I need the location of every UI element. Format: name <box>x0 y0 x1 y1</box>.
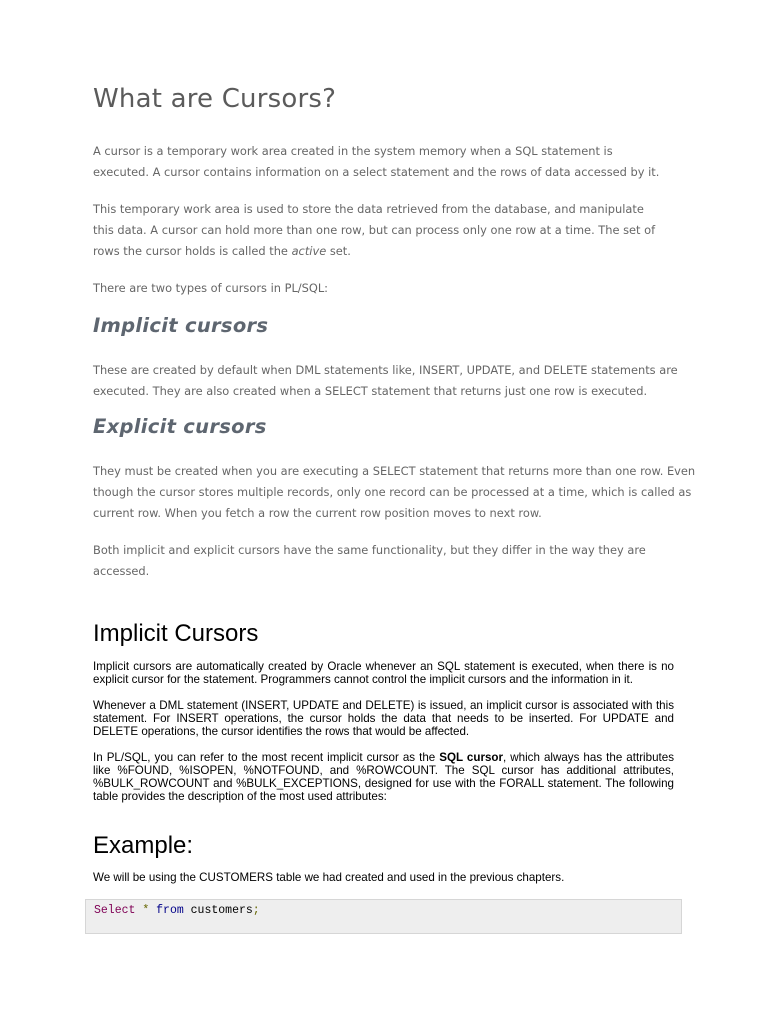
example-text: We will be using the CUSTOMERS table we had created and used in the previous chapters. <box>93 871 565 884</box>
implicit-paragraph-2: Whenever a DML statement (INSERT, UPDATE and DELETE) is issued, an implicit cursor is associated with this statement. For INSERT operations, the cursor holds the data that needs to be inserted. For UPDATE and DELETE operations, the cursor identifies the rows that would be affected. <box>93 699 674 738</box>
explicit-description <box>93 461 695 524</box>
comparison-line1: Both implicit and explicit cursors have the same functionality, but they differ in the way they are <box>93 543 646 557</box>
intro-paragraph-1 <box>93 141 659 183</box>
page-title: What are Cursors? <box>93 84 337 114</box>
implicit-paragraph-1: Implicit cursors are automatically created by Oracle whenever an SQL statement is executed, when there is no explicit cursor for the statement. Programmers cannot control the implicit cursors and the information in it. <box>93 660 674 686</box>
explicit-desc-line2: though the cursor stores multiple records, only one record can be processed at a time, which is called as <box>93 485 692 499</box>
intro-p1-line1: A cursor is a temporary work area created in the system memory when a SQL statement is <box>93 144 613 158</box>
explicit-desc-line1: They must be created when you are executing a SELECT statement that returns more than one row. Even <box>93 464 696 478</box>
intro-paragraph-3: There are two types of cursors in PL/SQL: <box>93 281 329 295</box>
example-heading: Example: <box>93 832 194 859</box>
intro-p1-line2: executed. A cursor contains information on a select statement and the rows of data accessed by it. <box>93 165 660 179</box>
code-line <box>94 904 260 917</box>
implicit-description <box>93 360 678 402</box>
intro-p2-line3-pre: rows the cursor holds is called the <box>93 244 292 258</box>
intro-p2-line1: This temporary work area is used to store the data retrieved from the database, and manipulate <box>93 202 644 216</box>
intro-paragraph-2 <box>93 199 655 262</box>
sql-cursor-term: SQL cursor <box>439 751 504 764</box>
explicit-cursors-subheading: Explicit cursors <box>93 415 267 438</box>
code-keyword-from: from <box>156 904 184 917</box>
code-block <box>85 899 682 934</box>
code-operator-star: * <box>142 904 150 917</box>
intro-p2-line2: this data. A cursor can hold more than one row, but can process only one row at a time. The set of <box>93 223 656 237</box>
active-term: active <box>291 244 327 258</box>
implicit-paragraph-3 <box>93 751 674 803</box>
explicit-desc-line3: current row. When you fetch a row the current row position moves to next row. <box>93 506 542 520</box>
implicit-p3-pre: In PL/SQL, you can refer to the most recent implicit cursor as the <box>93 751 440 764</box>
implicit-cursors-heading: Implicit Cursors <box>93 620 259 647</box>
implicit-p3-post: , which always has the attributes like %FOUND, %ISOPEN, %NOTFOUND, and %ROWCOUNT. The SQL cursor has additional attributes, %BULK_ROWCOUNT and %BULK_EXCEPTIONS, designed for use with the FORALL statement. The following table provides the description of the most used attributes: <box>93 751 674 803</box>
implicit-cursors-subheading: Implicit cursors <box>93 314 269 337</box>
implicit-desc-line1: These are created by default when DML statements like, INSERT, UPDATE, and DELETE statements are <box>93 363 678 377</box>
code-table-name: customers <box>190 904 253 917</box>
comparison-line2: accessed. <box>93 564 150 578</box>
comparison-paragraph <box>93 540 646 582</box>
intro-p2-line3-post: set. <box>326 244 351 258</box>
code-keyword-select: Select <box>94 904 136 917</box>
code-semicolon: ; <box>252 904 260 917</box>
implicit-desc-line2: executed. They are also created when a SELECT statement that returns just one row is executed. <box>93 384 648 398</box>
